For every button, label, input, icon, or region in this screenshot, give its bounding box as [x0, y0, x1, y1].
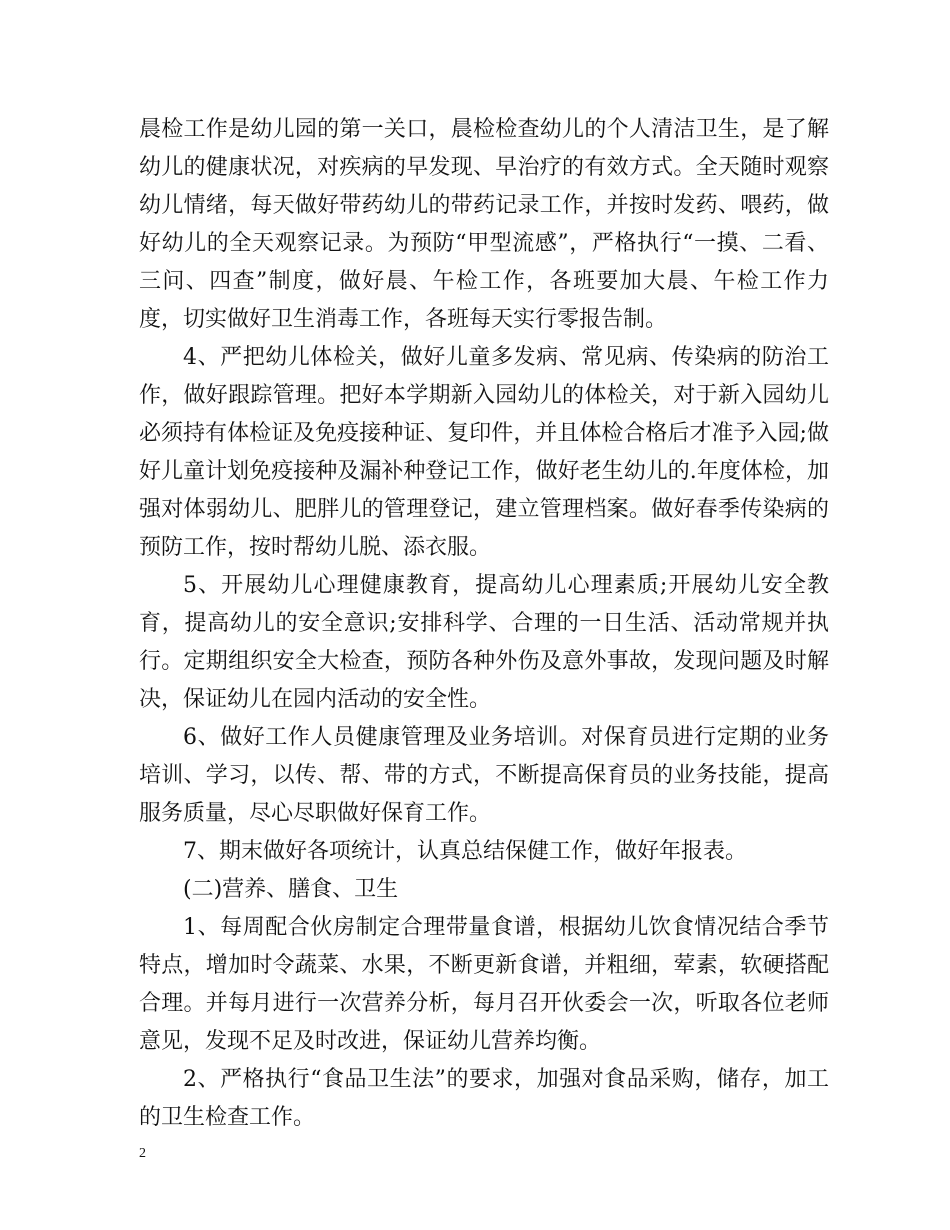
paragraph-morning-check: 晨检工作是幼儿园的第一关口，晨检检查幼儿的个人清洁卫生，是了解幼儿的健康状况，对疾病的早发现、早治疗的有效方式。全天随时观察幼儿情绪，每天做好带药幼儿的带药记录工作，并按时发药、喂药，做好幼儿的全天观察记录。为预防“甲型流感”，严格执行“一摸、二看、三问、四查”制度，做好晨、午检工作，各班要加大晨、午检工作力度，切实做好卫生消毒工作，各班每天实行零报告制。 — [139, 117, 829, 332]
paragraph-nutrition-1: 1、每周配合伙房制定合理带量食谱，根据幼儿饮食情况结合季节特点，增加时令蔬菜、水果，不断更新食谱，并粗细，荤素，软硬搭配合理。并每月进行一次营养分析，每月召开伙委会一次，听取各位老师意见，发现不足及时改进，保证幼儿营养均衡。 — [139, 915, 829, 1054]
paragraph-nutrition-2: 2、严格执行“食品卫生法”的要求，加强对食品采购，储存，加工的卫生检查工作。 — [139, 1067, 829, 1130]
paragraph-item-4: 4、严把幼儿体检关，做好儿童多发病、常见病、传染病的防治工作，做好跟踪管理。把好本学期新入园幼儿的体检关，对于新入园幼儿必须持有体检证及免疫接种证、复印件，并且体检合格后才准予入园;做好儿童计划免疫接种及漏补种登记工作，做好老生幼儿的.年度体检，加强对体弱幼儿、肥胖儿的管理登记，建立管理档案。做好春季传染病的预防工作，按时帮幼儿脱、添衣服。 — [139, 345, 829, 560]
section-heading-nutrition: (二)营养、膳食、卫生 — [183, 877, 399, 902]
page-number: 2 — [139, 1146, 146, 1161]
document-body — [139, 111, 829, 1137]
paragraph-item-7: 7、期末做好各项统计，认真总结保健工作，做好年报表。 — [183, 839, 747, 864]
paragraph-item-6: 6、做好工作人员健康管理及业务培训。对保育员进行定期的业务培训、学习，以传、帮、带的方式，不断提高保育员的业务技能，提高服务质量，尽心尽职做好保育工作。 — [139, 725, 829, 826]
paragraph-item-5: 5、开展幼儿心理健康教育，提高幼儿心理素质;开展幼儿安全教育，提高幼儿的安全意识;安排科学、合理的一日生活、活动常规并执行。定期组织安全大检查，预防各种外伤及意外事故，发现问题及时解决，保证幼儿在园内活动的安全性。 — [139, 573, 829, 712]
